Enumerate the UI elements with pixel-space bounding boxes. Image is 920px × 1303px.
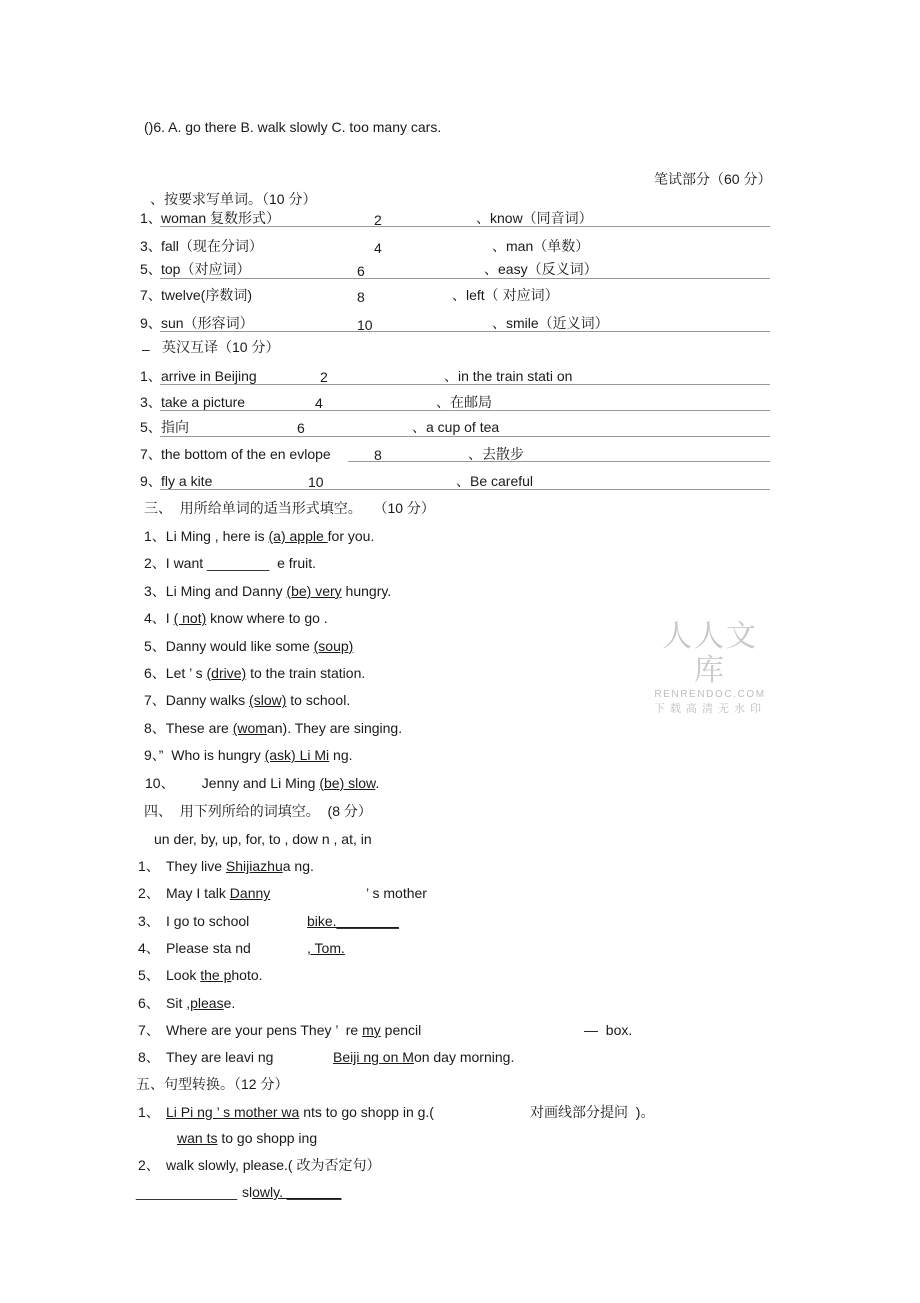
part1-row-rule [160,278,770,279]
part4-item-text: They live [166,858,226,874]
part2-row-number: 1、 [140,368,162,384]
part5-q1-number: 1、 [138,1104,160,1120]
part3-item [144,664,365,682]
part5-q1-rest: nts to go shopp in g.( [299,1104,434,1120]
part1-row-number: 1、 [140,210,162,226]
part4-title: 四、 用下列所给的词填空。 (8 分） [144,803,372,819]
part2-row-mid-number: 8 [374,447,382,463]
part5-q1-underlined: Li Pi ng ’ s mother wa [166,1104,300,1120]
part5-q2-number: 2、 [138,1157,160,1173]
part3-item-rest: know where to go . [206,610,328,627]
part1-row-mid-number: 6 [357,263,365,279]
part2-row-mid-number: 6 [297,420,305,436]
part2-row-right: 、去散步 [468,446,524,462]
written-section-header: 笔试部分（60 分） [654,171,772,187]
part4-item-text: Look [166,967,201,984]
part4-item-text: Where are your pens They ’ re [166,1021,363,1038]
part4-item-number: 8、 [138,1049,160,1066]
part4-item-answer: my [362,1021,381,1038]
part4-item-answer-group [307,912,399,930]
part2-row-rule [160,436,770,437]
part1-row-number: 9、 [140,315,162,331]
part4-item-number: 3、 [138,912,160,929]
part3-item-text: 7、Danny walks [144,692,250,709]
part2-title: 英汉互译（10 分） [162,339,280,355]
part1-row-left: fall（现在分词） [161,238,263,254]
part3-item-answer: ( not) [173,610,207,627]
part3-item-answer: (drive) [206,665,247,681]
part3-item [144,582,391,600]
part4-item-answer: the p [200,967,232,984]
part3-item-text: 6、Let ’ s [144,665,207,681]
part4-item-trailing: ’ s mother [366,885,427,902]
part5-q2-sentence: walk slowly, please.( 改为否定句） [166,1157,381,1173]
part4-item-answer-group [307,939,345,957]
part3-item-text: 5、Danny would like some [144,637,314,654]
part3-item-answer: (soup) [313,637,354,654]
part4-item-number: 5、 [138,967,160,984]
part1-row-right: 、know（同音词） [476,210,593,226]
watermark-subtitle: 下载高清无水印 [654,703,766,715]
part4-item-rest: e. [223,994,236,1011]
part1-row-mid-number: 10 [357,317,373,333]
part5-q1-answer-underlined: wan ts [177,1130,218,1146]
part3-item-text: 4、I [144,610,174,627]
part2-row-rule [160,384,770,385]
part4-item-text: They are leavi ng [166,1049,274,1066]
part4-item-rest: hoto. [231,967,263,984]
part3-item [144,637,353,655]
part4-item-rest: pencil [380,1021,422,1038]
part3-item [145,774,379,792]
part1-row-number: 5、 [140,261,162,277]
part3-item-rest: for you. [327,528,375,544]
part4-item-sentence [166,884,270,902]
part1-row-right: 、easy（反义词） [484,261,598,277]
part4-item-answer-group [333,1048,514,1066]
part3-item-rest: hungry. [341,582,392,599]
part1-row-right: 、smile（近义词） [492,315,609,331]
part5-q2-answer-prefix: sl [242,1184,253,1200]
part1-row-right: 、man（单数） [492,238,590,254]
part4-item-sentence [166,857,314,875]
part3-item-rest: ng. [329,747,353,764]
part3-item-rest: to the train station. [246,665,366,681]
part5-q2-answer-underlined: owly. _______ [252,1184,342,1200]
part4-item-answer: Danny [229,885,271,902]
part1-row-mid-number: 2 [374,212,382,228]
part3-item-answer: (wom [232,719,267,736]
watermark-domain: RENRENDOC.COM [654,689,766,700]
watermark-title: 人人文库 [662,619,758,688]
part1-row-left: twelve(序数词) [161,287,253,303]
part2-row-left: 指向 [161,419,189,435]
part3-item [144,746,353,764]
part4-item-text: I go to school [166,912,250,929]
part2-row-mid-number: 2 [320,369,328,385]
part4-item-answer: Beiji ng on M [333,1049,414,1066]
part2-row-rule [160,489,770,490]
part2-row-rule [348,461,770,462]
part4-item-number: 6、 [138,994,160,1011]
part2-row-mid-number: 4 [315,395,323,411]
part2-row-number: 9、 [140,473,162,489]
part3-item [144,554,316,572]
part3-item-rest: an). They are singing. [266,719,403,736]
part3-item [144,691,350,709]
part2-row-right: 、在邮局 [436,394,492,410]
part3-item-text: 1、Li Ming , here is [144,528,269,544]
part3-item-answer: (be) very [286,582,342,599]
part1-row-number: 3、 [140,238,162,254]
part5-q2-blank: _____________ [136,1184,238,1200]
part4-item-sentence [166,994,235,1012]
part4-item-rest: on day morning. [413,1049,515,1066]
part4-item-text: May I talk [166,885,230,902]
part3-item-answer: (slow) [249,692,287,709]
part3-item-text: 8、These are [144,719,233,736]
part4-item-answer: , Tom. [307,939,345,956]
part1-row-left: top（对应词） [161,261,251,277]
part1-row-number: 7、 [140,287,162,303]
part3-item-text: 9、” Who is hungry [144,747,265,764]
part3-title: 三、 用所给单词的适当形式填空。 （10 分） [144,500,435,516]
part4-item-trailing: — box. [584,1021,633,1038]
part4-item-text: Sit [166,994,187,1011]
part2-row-right: 、Be careful [456,473,534,489]
part3-item-answer: (ask) Li Mi [264,747,330,764]
part5-title: 五、句型转换。（12 分） [136,1076,289,1092]
part4-item-sentence [166,966,263,984]
part1-row-mid-number: 8 [357,289,365,305]
part2-row-number: 5、 [140,419,162,435]
part2-row-right: 、a cup of tea [412,419,500,435]
part1-row-left: woman 复数形式） [161,210,281,226]
part3-item-answer: (be) slow [319,774,376,791]
part4-item-answer: bike.________ [307,912,399,929]
part5-q1-answer-rest: to go shopp ing [217,1130,318,1146]
watermark-logo [648,620,772,717]
part3-item-text: 2、I want ________ e fruit. [144,555,316,572]
part4-item-answer: ,pleas [186,994,224,1011]
part5-q2-answer [242,1183,341,1201]
part3-item [144,609,328,627]
part1-title: 、按要求写单词。（10 分） [150,191,317,207]
part4-word-bank: un der, by, up, for, to , dow n , at, in [154,831,372,847]
part3-item-rest: to school. [286,692,351,709]
part4-item-answer: Shijiazhu [225,858,283,874]
part1-row-rule [160,226,770,227]
part2-row-right: 、in the train stati on [444,368,573,384]
part3-item-rest: . [375,774,380,791]
part4-item-text: Please sta nd [166,939,251,956]
part3-item-text: 10、 Jenny and Li Ming [145,774,320,791]
part4-item-number: 7、 [138,1021,160,1038]
part4-item-number: 2、 [138,885,160,902]
part2-row-rule [160,410,770,411]
part2-row-left: the bottom of the en evlope [161,446,331,462]
part5-q1-instruction: 对画线部分提问 )。 [530,1104,655,1120]
part4-item-rest: a ng. [282,858,314,874]
part3-item-answer: (a) apple [268,528,328,544]
part4-item-number: 4、 [138,939,160,956]
question-6-line: ()6. A. go there B. walk slowly C. too many cars. [144,119,442,135]
part5-q1-answer [177,1129,317,1147]
part2-row-number: 3、 [140,394,162,410]
part1-row-mid-number: 4 [374,240,382,256]
part2-row-number: 7、 [140,446,162,462]
part3-item-text: 3、Li Ming and Danny [144,582,287,599]
part1-row-left: sun（形容词） [161,315,254,331]
part1-row-right: 、left（ 对应词） [452,287,559,303]
part1-row-rule [160,331,770,332]
part2-row-mid-number: 10 [308,474,324,490]
part5-q1-sentence [166,1103,434,1121]
part2-row-left: take a picture [161,394,246,410]
part2-row-left: fly a kite [161,473,213,489]
part2-row-left: arrive in Beijing [161,368,257,384]
part4-item-sentence [166,1021,421,1039]
part3-item [144,527,374,545]
part3-item [144,719,402,737]
part2-dash: – [142,341,150,357]
part4-item-number: 1、 [138,858,160,874]
